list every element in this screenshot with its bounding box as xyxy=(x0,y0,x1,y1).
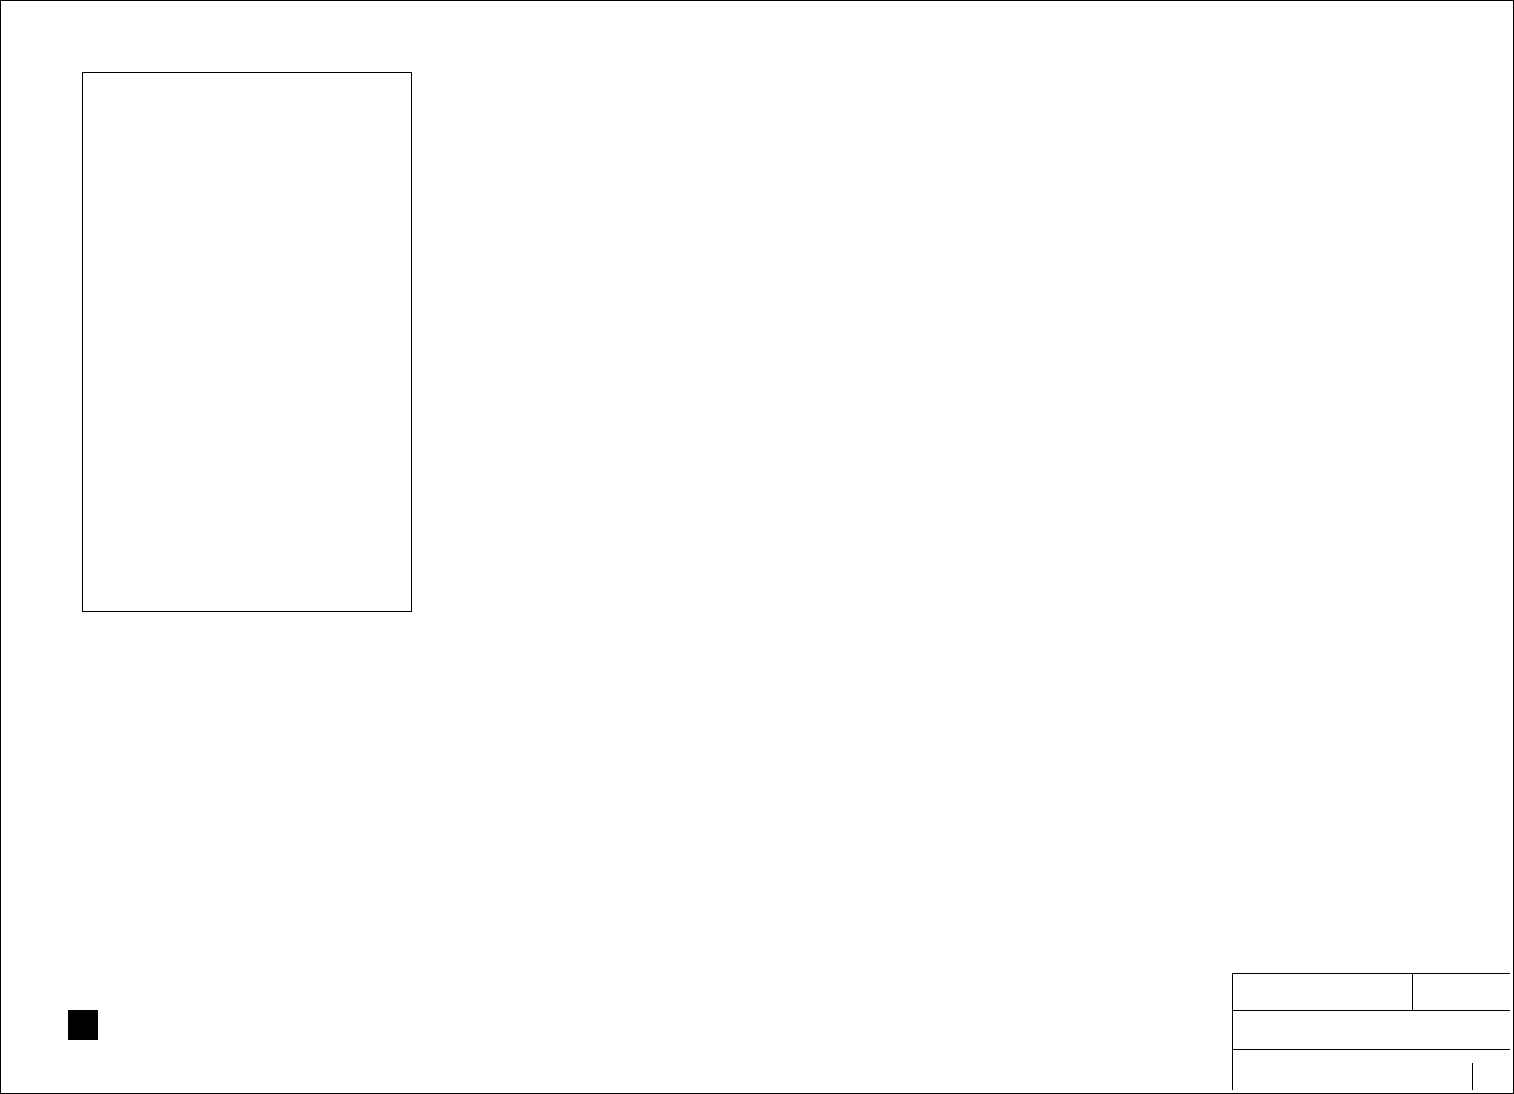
legend-square-icon xyxy=(68,1010,98,1040)
pcb-outline xyxy=(82,72,412,612)
title-block xyxy=(1232,973,1510,1090)
